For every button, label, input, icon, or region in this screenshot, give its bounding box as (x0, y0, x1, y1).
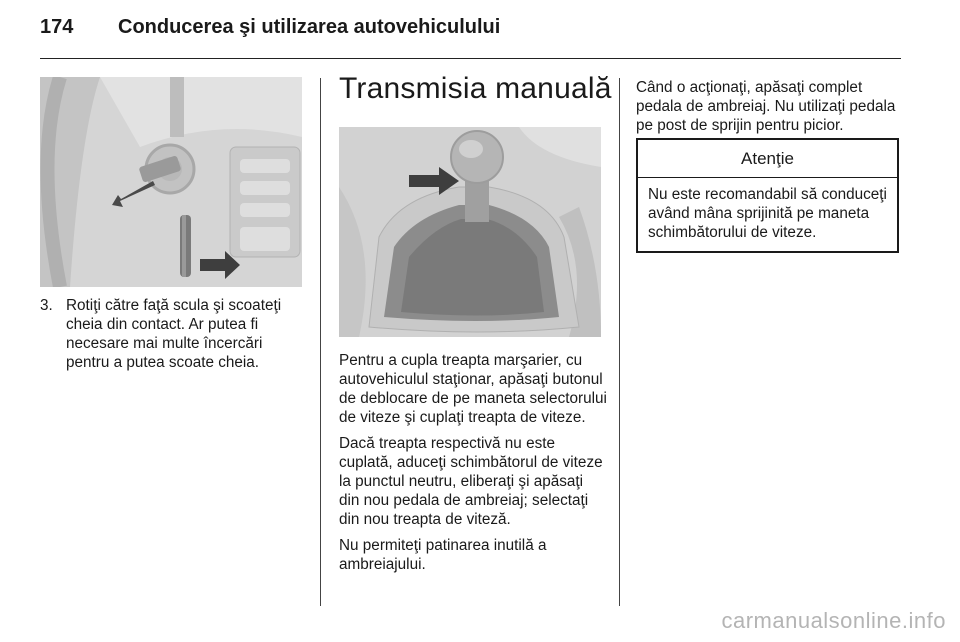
caution-text: Nu este recomandabil să conduceţi având mâna sprijinită pe maneta schimbătorului de viteze. (648, 186, 887, 241)
right-column-text (636, 78, 904, 142)
watermark: carmanualsonline.info (721, 608, 946, 633)
column-divider-right (619, 78, 620, 606)
paragraph: Pentru a cupla treapta marşarier, cu autovehiculul staţionar, apăsaţi butonul de deblocare de pe maneta selectorului de viteze şi cuplaţi treapta de viteze. (339, 352, 607, 426)
step-number: 3. (40, 297, 53, 314)
key-removal-figure (40, 77, 302, 287)
paragraph: Când o acţionaţi, apăsaţi complet pedala de ambreiaj. Nu utilizaţi pedala pe post de sprijin pentru picior. (636, 79, 896, 134)
page-heading: Conducerea şi utilizarea autovehiculului (118, 16, 501, 38)
left-column-text (40, 296, 305, 372)
key-removal-tool-illustration (40, 77, 302, 287)
middle-column-text (339, 351, 607, 581)
gear-lever-figure (339, 127, 601, 337)
step-text: Rotiţi către faţă scula şi scoateţi cheia din contact. Ar putea fi necesare mai multe încercări pentru a putea scoate cheia. (66, 297, 282, 371)
section-title: Transmisia manuală (339, 72, 612, 105)
caution-box (636, 138, 899, 253)
page-number: 174 (40, 16, 74, 38)
caution-title: Atenţie (638, 140, 897, 178)
column-divider-left (320, 78, 321, 606)
instruction-step (40, 296, 305, 372)
page-header (40, 16, 900, 56)
paragraph: Nu permiteţi patinarea inutilă a ambreiajului. (339, 537, 547, 573)
gear-lever-illustration (339, 127, 601, 337)
paragraph: Dacă treapta respectivă nu este cuplată, aduceţi schimbătorul de viteze la punctul neutru, eliberaţi şi apăsaţi din nou pedala de ambreiaj; selectaţi din nou treapta de viteză. (339, 435, 603, 528)
header-rule (40, 58, 901, 59)
